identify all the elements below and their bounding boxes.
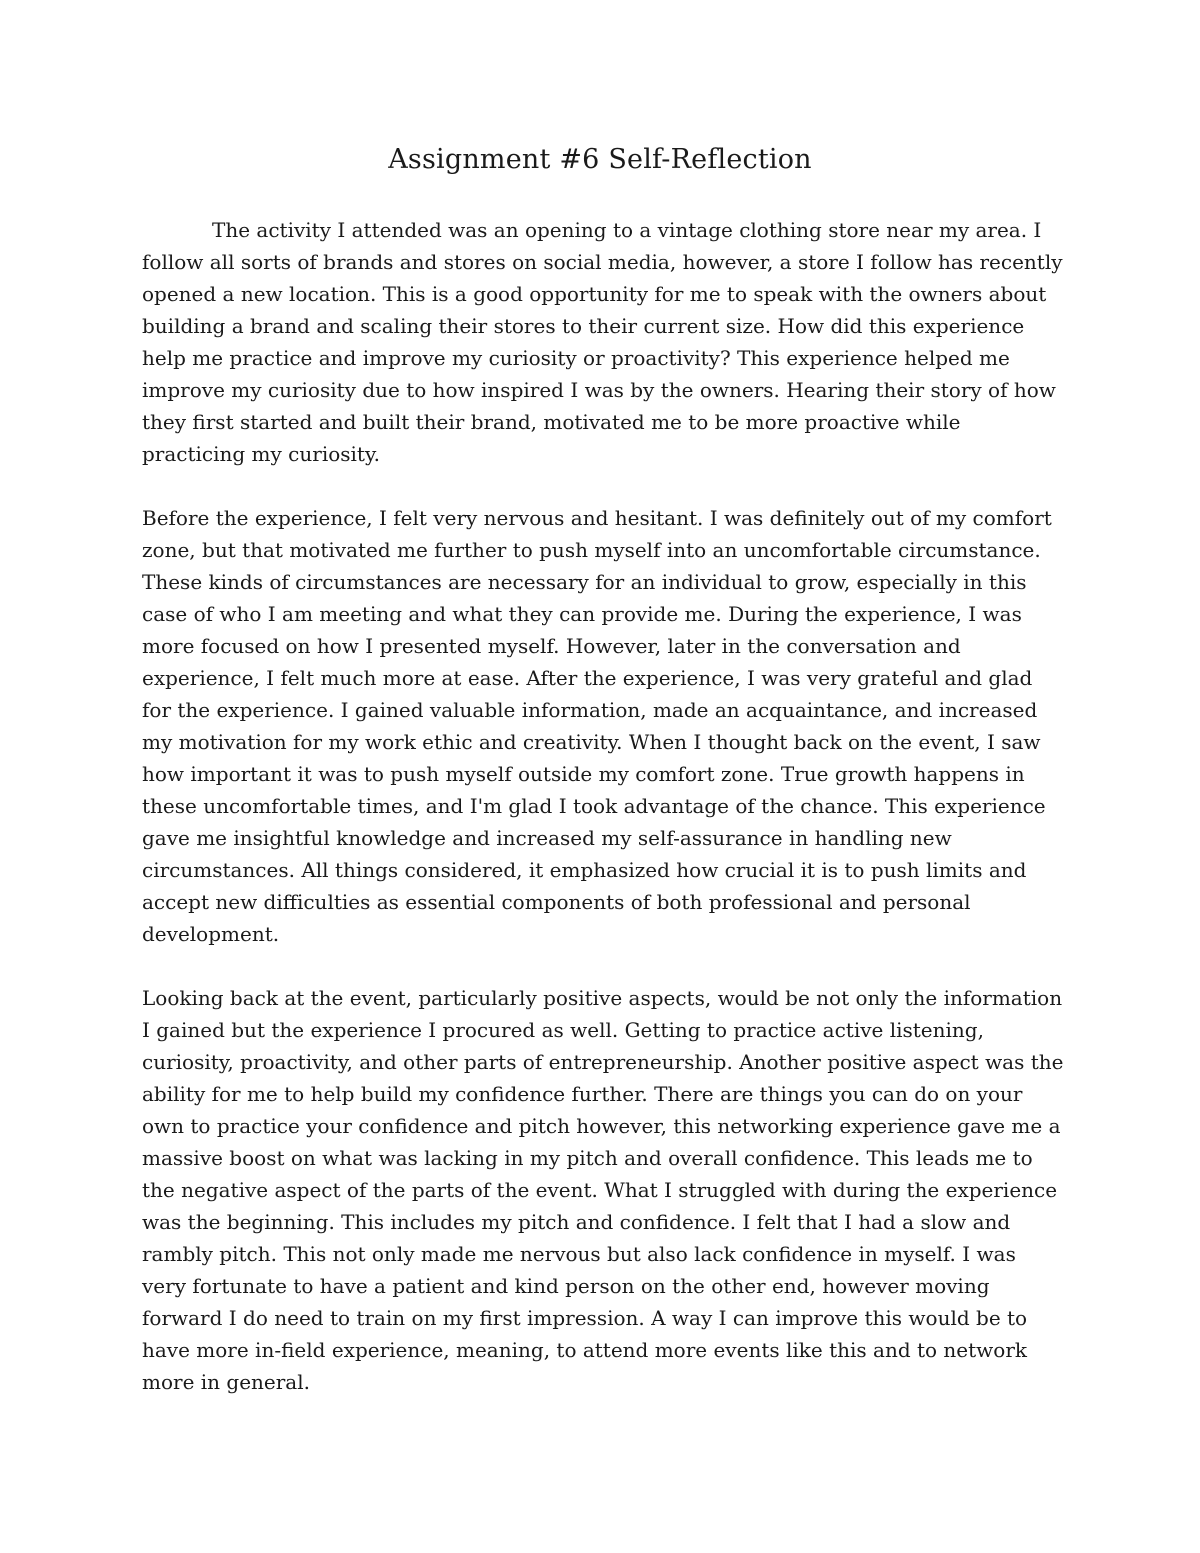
paragraph-activity: The activity I attended was an opening to a vintage clothing store near my area. I follow all sorts of brands and stores on social media, however, a store I follow has recently opened a new location. This is a good opportunity for me to speak with the owners about building a brand and scaling their stores to their current size. How did this experience help me practice and improve my curiosity or proactivity? This experience helped me improve my curiosity due to how inspired I was by the owners. Hearing their story of how they first started and built their brand, motivated me to be more proactive while practicing my curiosity. (142, 218, 1063, 466)
paragraph-experience: Before the experience, I felt very nervous and hesitant. I was definitely out of my comfort zone, but that motivated me further to push myself into an uncomfortable circumstance. These kinds of circumstances are necessary for an individual to grow, especially in this case of who I am meeting and what they can provide me. During the experience, I was more focused on how I presented myself. However, later in the conversation and experience, I felt much more at ease. After the experience, I was very grateful and glad for the experience. I gained valuable information, made an acquaintance, and increased my motivation for my work ethic and creativity. When I thought back on the event, I saw how important it was to push myself outside my comfort zone. True growth happens in these uncomfortable times, and I'm glad I took advantage of the chance. This experience gave me insightful knowledge and increased my self-assurance in handling new circumstances. All things considered, it emphasized how crucial it is to push limits and accept new difficulties as essential components of both professional and personal development. (142, 506, 1052, 946)
document-body (142, 214, 1064, 1398)
paragraph-spacer (142, 950, 1064, 982)
paragraph-reflection: Looking back at the event, particularly positive aspects, would be not only the information I gained but the experience I procured as well. Getting to practice active listening, curiosity, proactivity, and other parts of entrepreneurship. Another positive aspect was the ability for me to help build my confidence further. There are things you can do on your own to practice your confidence and pitch however, this networking experience gave me a massive boost on what was lacking in my pitch and overall confidence. This leads me to the negative aspect of the parts of the event. What I struggled with during the experience was the beginning. This includes my pitch and confidence. I felt that I had a slow and rambly pitch. This not only made me nervous but also lack confidence in myself. I was very fortunate to have a patient and kind person on the other end, however moving forward I do need to train on my first impression. A way I can improve this would be to have more in-field experience, meaning, to attend more events like this and to network more in general. (142, 986, 1064, 1394)
document-title: Assignment #6 Self-Reflection (388, 144, 812, 175)
paragraph-spacer (142, 470, 1064, 502)
